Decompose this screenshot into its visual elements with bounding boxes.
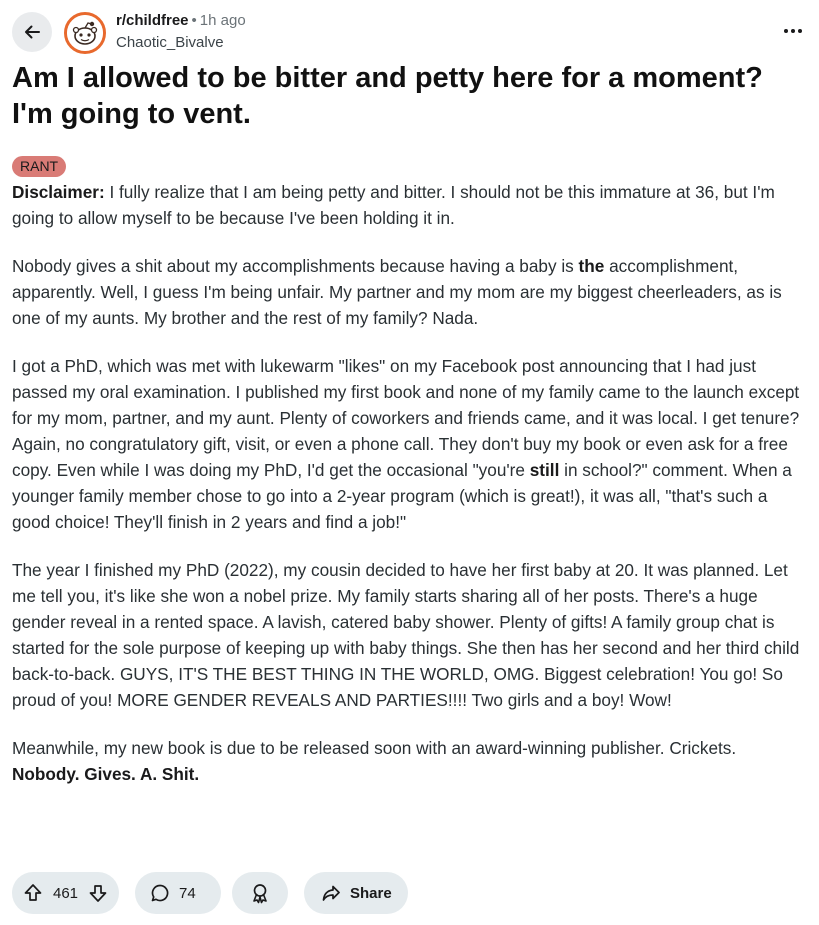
emphasis-the: the (578, 256, 605, 276)
emphasis-still: still (529, 460, 560, 480)
post-body (12, 179, 804, 809)
paragraph-3 (12, 353, 804, 535)
closing-statement: Nobody. Gives. A. Shit. (12, 764, 200, 784)
downvote-icon[interactable] (87, 882, 109, 904)
upvote-icon[interactable] (22, 882, 44, 904)
award-icon (249, 882, 271, 904)
post-author[interactable]: Chaotic_Bivalve (116, 34, 224, 51)
post-action-bar (12, 872, 802, 914)
paragraph-2 (12, 253, 804, 331)
paragraph-3-text-a: I got a PhD, which was met with lukewarm "likes" on my Facebook post announcing that I had just passed my oral examination. I published my first book and none of my family came to the launch except for my mom, partner, and my aunt. Plenty of coworkers and friends came, and it was local. I get tenure? Again, no congratulatory gift, visit, or even a phone call. They don't buy my book or even ask for a free copy. Even while I was doing my PhD, I'd get the occasional "you're (12, 356, 800, 480)
paragraph-2-text-b: accomplishment, apparently. Well, I guess I'm being unfair. My partner and my mom are my biggest cheerleaders, as is one of my aunts. My brother and the rest of my family? Nada. (12, 256, 782, 328)
meta-separator: • (191, 12, 197, 29)
post-time: 1h ago (199, 12, 246, 29)
paragraph-2-text-a: Nobody gives a shit about my accomplishments because having a baby is (12, 256, 579, 276)
arrow-left-icon (22, 22, 42, 42)
subreddit-avatar-icon (67, 15, 103, 51)
paragraph-5 (12, 735, 804, 787)
paragraph-3-text-b: in school?" comment. When a younger family member chose to go into a 2-year program (which is great!), it was all, "that's such a good choice! They'll finish in 2 years and find a job!" (12, 460, 792, 532)
paragraph-1-text: I fully realize that I am being petty and bitter. I should not be this immature at 36, but I'm going to allow myself to be because I've been holding it in. (12, 182, 775, 228)
subreddit-avatar[interactable] (64, 12, 106, 54)
more-options-button[interactable] (777, 18, 809, 44)
post-flair[interactable]: RANT (12, 156, 66, 177)
paragraph-1 (12, 179, 804, 231)
paragraph-5-text: Meanwhile, my new book is due to be released soon with an award-winning publisher. Crickets. (12, 738, 737, 758)
comment-icon (149, 882, 171, 904)
comment-count: 74 (179, 884, 196, 902)
more-horizontal-icon (783, 28, 803, 34)
subreddit-name[interactable]: r/childfree (116, 12, 189, 29)
subreddit-meta (116, 12, 246, 29)
share-icon (320, 882, 342, 904)
share-label: Share (350, 884, 392, 902)
post-title: Am I allowed to be bitter and petty here for a moment? I'm going to vent. (12, 62, 763, 130)
vote-score: 461 (52, 884, 79, 902)
vote-control (12, 872, 119, 914)
comments-button[interactable] (135, 872, 221, 914)
post-header (12, 10, 809, 54)
share-button[interactable] (304, 872, 408, 914)
award-button[interactable] (232, 872, 288, 914)
paragraph-4: The year I finished my PhD (2022), my cousin decided to have her first baby at 20. It was planned. Let me tell you, it's like she won a nobel prize. My family starts sharing all of her posts. There's a huge gender reveal in a rented space. A lavish, catered baby shower. Plenty of gifts! A family group chat is started for the sole purpose of keeping up with baby things. She then has her second and her third child back-to-back. GUYS, IT'S THE BEST THING IN THE WORLD, OMG. Biggest celebration! You go! So proud of you! MORE GENDER REVEALS AND PARTIES!!!! Two girls and a boy! Wow! (12, 560, 800, 710)
back-button[interactable] (12, 12, 52, 52)
disclaimer-label: Disclaimer: (12, 182, 105, 202)
